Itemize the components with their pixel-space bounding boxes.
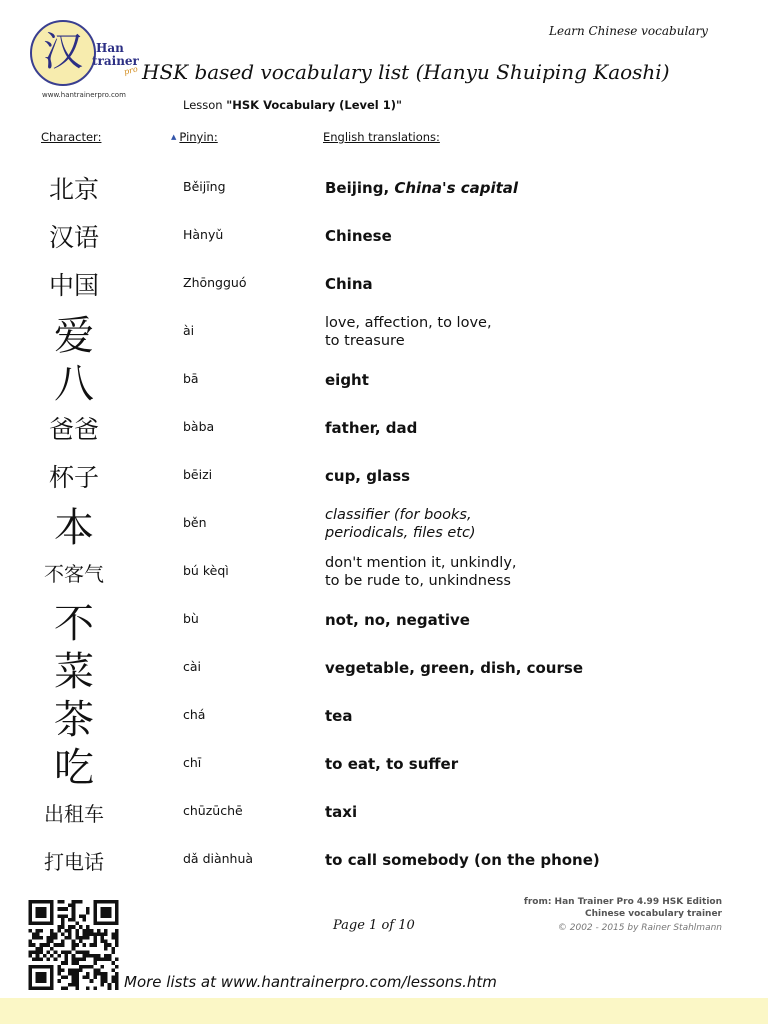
row-english (325, 452, 745, 500)
row-pinyin: běn (183, 515, 207, 530)
row-pinyin: chá (183, 707, 206, 722)
row-english (325, 260, 745, 308)
row-pinyin: cài (183, 659, 202, 674)
row-english-text: love, affection, to love, (325, 315, 492, 331)
row-character: 不 (54, 600, 94, 647)
row-english-text: cup, glass (325, 467, 411, 485)
row-english-text: to eat, to suffer (325, 755, 459, 773)
row-character: 爸爸 (48, 415, 99, 444)
row-character: 北京 (48, 175, 99, 204)
vocab-row (0, 356, 768, 407)
vocab-row (0, 644, 768, 695)
row-pinyin: Běijīng (183, 179, 226, 194)
row-pinyin: Zhōngguó (183, 275, 247, 290)
row-english-text: don't mention it, unkindly, (325, 555, 517, 571)
row-english-text: China (325, 275, 373, 293)
row-character: 杯子 (48, 463, 99, 492)
row-english-line2: periodicals, files etc) (325, 525, 476, 541)
vocab-row (0, 740, 768, 791)
row-character: 打电话 (44, 849, 104, 874)
logo-circle (30, 20, 96, 86)
row-english-text: Beijing, (325, 179, 395, 197)
row-english (325, 836, 745, 884)
sort-ascending-icon: ▲ (171, 133, 177, 141)
row-pinyin: ài (183, 323, 195, 338)
row-english (325, 500, 745, 548)
bottom-band (0, 998, 768, 1024)
row-english (325, 548, 745, 596)
vocabulary-list (0, 164, 768, 884)
row-character: 八 (54, 360, 94, 407)
row-english-line2: to be rude to, unkindness (325, 573, 511, 589)
row-pinyin: bù (183, 611, 199, 626)
row-english (325, 308, 745, 356)
vocab-row (0, 788, 768, 836)
row-english (325, 740, 745, 788)
row-english (325, 596, 745, 644)
row-english-italic: China's capital (394, 179, 519, 197)
lesson-name: "HSK Vocabulary (Level 1)" (226, 98, 402, 112)
row-english (325, 692, 745, 740)
page-number: Page 1 of 10 (333, 918, 415, 933)
row-pinyin: chī (183, 755, 202, 770)
logo-word-trainer: trainer (92, 54, 139, 68)
row-character: 爱 (54, 312, 94, 359)
vocab-row (0, 404, 768, 452)
row-pinyin: Hànyǔ (183, 227, 224, 242)
row-character: 茶 (54, 696, 94, 743)
row-pinyin: bēizi (183, 467, 213, 482)
row-english-text: Chinese (325, 227, 392, 245)
vocab-row (0, 596, 768, 647)
qr-code-icon[interactable] (26, 900, 121, 990)
vocab-row (0, 836, 768, 884)
column-header-pinyin-label: Pinyin: (179, 130, 218, 144)
vocab-row (0, 548, 768, 596)
row-character: 本 (54, 504, 94, 551)
row-character: 汉语 (48, 223, 99, 252)
row-english-text: tea (325, 707, 353, 725)
copyright: © 2002 - 2015 by Rainer Stahlmann (557, 923, 722, 933)
logo-character: 汉 (43, 29, 83, 75)
row-english-line2: to treasure (325, 333, 405, 349)
document-title: HSK based vocabulary list (Hanyu Shuiping Kaoshi) (142, 60, 670, 84)
row-character: 菜 (54, 648, 94, 695)
row-character: 中国 (48, 271, 99, 300)
row-english-text: to call somebody (on the phone) (325, 851, 600, 869)
column-header-english[interactable]: English translations: (323, 130, 440, 144)
row-english-text: vegetable, green, dish, course (325, 659, 583, 677)
row-pinyin: bú kèqì (183, 563, 229, 578)
row-pinyin: bàba (183, 419, 215, 434)
row-english-text: taxi (325, 803, 358, 821)
row-english (325, 404, 745, 452)
vocab-row (0, 692, 768, 743)
column-header-character[interactable]: Character: (41, 130, 102, 144)
row-english (325, 212, 745, 260)
vocab-row (0, 260, 768, 308)
row-english-text: father, dad (325, 419, 418, 437)
vocab-row (0, 164, 768, 212)
vocab-row (0, 308, 768, 359)
row-english-text: eight (325, 371, 369, 389)
row-character: 出租车 (44, 801, 104, 826)
vocab-row (0, 452, 768, 500)
lesson-prefix: Lesson (183, 98, 227, 112)
row-english (325, 644, 745, 692)
row-english-italic: classifier (for books, (325, 507, 472, 523)
tagline: Learn Chinese vocabulary (549, 24, 708, 38)
source-subtitle: Chinese vocabulary trainer (585, 909, 722, 919)
row-pinyin: bā (183, 371, 199, 386)
row-character: 吃 (54, 744, 94, 791)
row-english (325, 356, 745, 404)
row-pinyin: dǎ diànhuà (183, 851, 254, 866)
more-lists-link[interactable]: More lists at www.hantrainerpro.com/lessons.htm (124, 973, 497, 991)
vocab-row (0, 500, 768, 551)
column-header-pinyin[interactable] (171, 130, 218, 144)
row-character: 不客气 (44, 561, 104, 586)
source-credit: from: Han Trainer Pro 4.99 HSK Edition (523, 897, 722, 907)
lesson-line (183, 98, 402, 112)
han-trainer-logo (30, 18, 148, 98)
row-pinyin: chūzūchē (183, 803, 243, 818)
logo-url[interactable]: www.hantrainerpro.com (42, 91, 126, 99)
row-english (325, 788, 745, 836)
row-english (325, 164, 745, 212)
logo-word-han: Han (96, 41, 124, 55)
row-english-text: not, no, negative (325, 611, 470, 629)
vocab-row (0, 212, 768, 260)
logo-word-pro: pro (123, 64, 139, 77)
